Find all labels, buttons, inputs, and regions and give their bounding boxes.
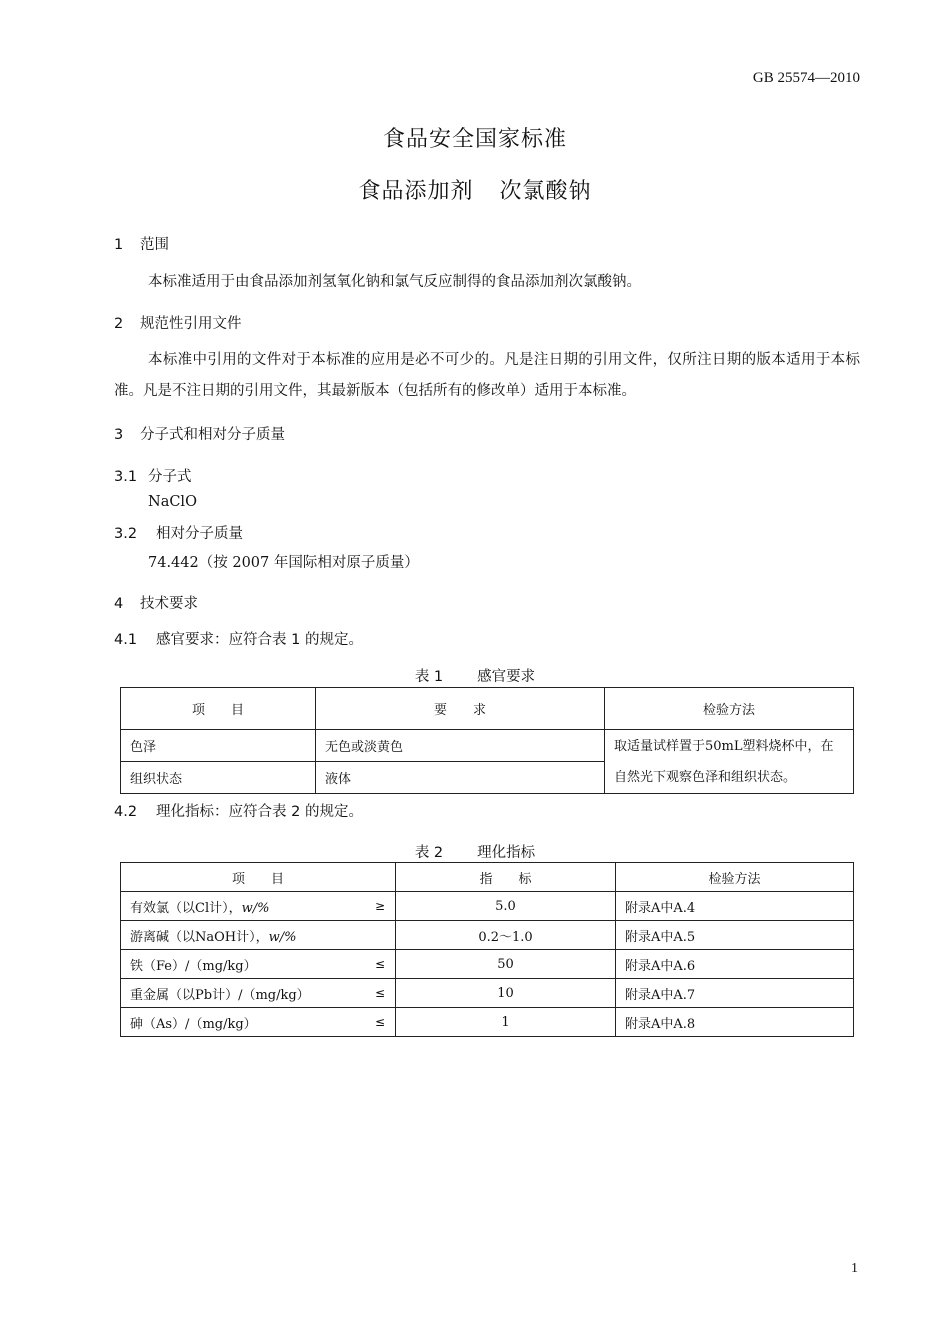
table-2-physicochemical (120, 862, 854, 1037)
section-number: 4.2 (114, 804, 138, 820)
section-2-text: 本标准中引用的文件对于本标准的应用是必不可少的。凡是注日期的引用文件，仅所注日期的版本适用于本标准。凡是不注日期的引用文件，其最新版本（包括所有的修改单）适用于本标准。 (114, 352, 860, 399)
section-title: 分子式 (148, 469, 192, 485)
section-body: 感官要求：应符合表 1 的规定。 (156, 632, 363, 648)
item-unit: w/% (268, 929, 297, 945)
section-number: 1 (114, 237, 124, 253)
table-2-caption (0, 841, 950, 862)
cell-value: 1 (396, 1008, 616, 1037)
table-1-caption (0, 665, 950, 686)
cell-method: 附录A中A.7 (616, 979, 854, 1008)
header-requirement: 要 求 (316, 688, 605, 730)
header-method: 检验方法 (616, 863, 854, 892)
molecular-formula: NaClO (148, 494, 197, 510)
cell-method: 附录A中A.8 (616, 1008, 854, 1037)
header-method: 检验方法 (605, 688, 854, 730)
table-row (121, 921, 854, 950)
section-3-1-heading (114, 465, 192, 486)
cell-item (121, 950, 396, 979)
section-1-text: 本标准适用于由食品添加剂氢氧化钠和氯气反应制得的食品添加剂次氯酸钠。 (148, 274, 641, 290)
cell-requirement: 液体 (316, 762, 605, 794)
cell-value: 50 (396, 950, 616, 979)
header-item: 项 目 (121, 863, 396, 892)
table-row (121, 892, 854, 921)
cell-item (121, 1008, 396, 1037)
section-3-2-heading (114, 522, 243, 543)
subtitle-part-a: 食品添加剂 (358, 179, 474, 204)
section-title: 范围 (140, 237, 169, 253)
section-number: 4.1 (114, 632, 138, 648)
comparison-symbol: ≤ (374, 1015, 385, 1029)
page-number: 1 (851, 1261, 858, 1276)
cell-value: 0.2～1.0 (396, 921, 616, 950)
section-body: 理化指标：应符合表 2 的规定。 (156, 804, 363, 820)
table-row (121, 1008, 854, 1037)
section-title: 分子式和相对分子质量 (140, 427, 285, 443)
section-4-2-text (114, 800, 363, 821)
subtitle-part-b: 次氯酸钠 (499, 179, 592, 204)
standard-number: GB 25574—2010 (752, 70, 860, 86)
cell-method: 附录A中A.6 (616, 950, 854, 979)
cell-requirement: 无色或淡黄色 (316, 730, 605, 762)
cell-value: 10 (396, 979, 616, 1008)
cell-item (121, 979, 396, 1008)
cell-method: 附录A中A.4 (616, 892, 854, 921)
document-title: 食品安全国家标准 (382, 127, 567, 152)
item-unit: w/% (241, 900, 270, 916)
header-index: 指 标 (396, 863, 616, 892)
section-2-heading (114, 312, 242, 333)
cell-item: 组织状态 (121, 762, 316, 794)
comparison-symbol: ≤ (374, 986, 385, 1000)
cell-item (121, 892, 396, 921)
item-label: 铁（Fe）/（mg/kg） (130, 958, 257, 974)
table-row (121, 950, 854, 979)
section-4-1-text (114, 628, 363, 649)
section-title: 技术要求 (140, 596, 198, 612)
table-1-sensory (120, 687, 854, 794)
item-label: 砷（As）/（mg/kg） (130, 1016, 257, 1032)
section-1-heading (114, 233, 169, 254)
cell-item (121, 921, 396, 950)
section-3-heading (114, 423, 285, 444)
comparison-symbol: ≤ (374, 957, 385, 971)
section-4-heading (114, 592, 198, 613)
caption-number: 表 2 (414, 845, 444, 861)
item-label: 重金属（以Pb计）/（mg/kg） (130, 987, 310, 1003)
molecular-mass: 74.442（按 2007 年国际相对原子质量） (148, 555, 419, 571)
caption-title: 感官要求 (477, 669, 536, 685)
cell-method: 附录A中A.5 (616, 921, 854, 950)
item-label: 有效氯（以Cl计）， (130, 900, 242, 916)
header-item: 项 目 (121, 688, 316, 730)
section-number: 3.2 (114, 526, 138, 542)
section-title: 规范性引用文件 (140, 316, 242, 332)
document-subtitle (0, 174, 950, 205)
table-header-row (121, 688, 854, 730)
section-number: 4 (114, 596, 124, 612)
section-number: 2 (114, 316, 124, 332)
item-label: 游离碱（以NaOH计）， (130, 929, 269, 945)
cell-method: 取适量试样置于50mL塑料烧杯中，在自然光下观察色泽和组织状态。 (605, 730, 854, 794)
cell-item: 色泽 (121, 730, 316, 762)
caption-title: 理化指标 (477, 845, 536, 861)
caption-number: 表 1 (414, 669, 444, 685)
table-header-row (121, 863, 854, 892)
section-number: 3 (114, 427, 124, 443)
section-title: 相对分子质量 (156, 526, 243, 542)
comparison-symbol: ≥ (374, 899, 385, 913)
section-number: 3.1 (114, 469, 138, 485)
table-row (121, 730, 854, 762)
cell-value: 5.0 (396, 892, 616, 921)
table-row (121, 979, 854, 1008)
